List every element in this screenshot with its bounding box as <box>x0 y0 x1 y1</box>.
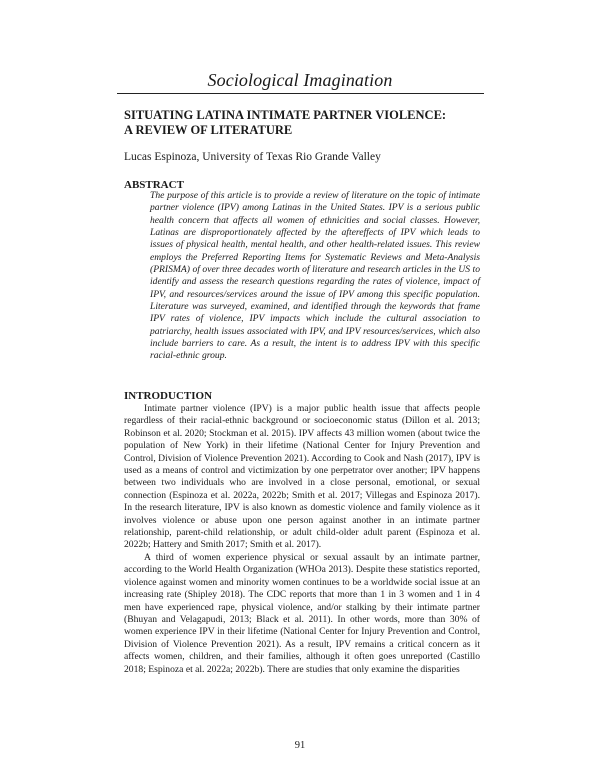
page-number: 91 <box>294 740 306 751</box>
abstract-text: The purpose of this article is to provide a review of literature on the topic of intimate partner violence (IPV) among Latinas in the United States. IPV is a serious public health concern that affects all women of ethnicities and social classes. However, Latinas are disproportionately affected by the aftereffects of IPV which leads to issues of physical health, mental health, and other health-related issues. This review employs the Preferred Reporting Items for Systematic Reviews and Meta-Analysis (PRISMA) of over three decades worth of literature and research articles in the US to identify and assess the research questions regarding the rates of violence, impact of IPV, and resources/services around the issue of IPV among this specific population. Literature was surveyed, examined, and identified through the keywords that frame IPV rates of violence, IPV impacts which include the cultural association to patriarchy, health issues associated with IPV, and IPV resources/services, which also include barriers to care. As a result, the intent is to address IPV with this specific racial-ethnic group. <box>150 190 480 362</box>
introduction-body <box>124 403 480 676</box>
article-title <box>124 108 484 138</box>
title-rule <box>117 93 484 94</box>
journal-title: Sociological Imagination <box>207 70 393 90</box>
article-title-line-2: A REVIEW OF LITERATURE <box>124 123 293 137</box>
introduction-paragraph: Intimate partner violence (IPV) is a major public health issue that affects people regardless of their racial-ethnic background or socioeconomic status (Dillon et al. 2013; Robinson et al. 2020; Stockman et al. 2015). IPV affects 43 million women (about twice the population of New York) in their lifetime (National Center for Injury Prevention and Control, Division of Violence Prevention 2021). According to Cook and Nash (2017), IPV is used as a means of control and victimization by one perpetrator over another; IPV happens between two individuals who are involved in a close personal, emotional, or sexual connection (Espinoza et al. 2022a, 2022b; Smith et al. 2017; Villegas and Espinoza 2017). In the research literature, IPV is also known as domestic violence and family violence as it involves violence or abuse upon one person against another in an intimate partner relationship, parent-child relationship, or adult child-older adult parent (Espinoza et al. 2022b; Hattery and Smith 2017; Smith et al. 2017). <box>124 403 480 551</box>
abstract-heading: ABSTRACT <box>124 179 184 191</box>
author-line: Lucas Espinoza, University of Texas Rio Grande Valley <box>124 151 381 163</box>
introduction-paragraph: A third of women experience physical or sexual assault by an intimate partner, according to the World Health Organization (WHOa 2013). Despite these statistics reported, violence against women and minority women continues to be a worldwide social issue at an increasing rate (Shipley 2018). The CDC reports that more than 1 in 3 women and 1 in 4 men have experienced rape, physical violence, and/or stalking by their intimate partner (Bhuyan and Velagapudi, 2013; Black et al. 2011). In other words, more than 30% of women experience IPV in their lifetime (National Center for Injury Prevention and Control, Division of Violence Prevention 2021). As a result, IPV remains a critical concern as it affects women, children, and their families, although it often goes unreported (Castillo 2018; Espinoza et al. 2022a; 2022b). There are studies that only examine the disparities <box>124 551 480 675</box>
introduction-heading: INTRODUCTION <box>124 390 213 402</box>
article-title-line-1: SITUATING LATINA INTIMATE PARTNER VIOLENCE: <box>124 108 447 122</box>
